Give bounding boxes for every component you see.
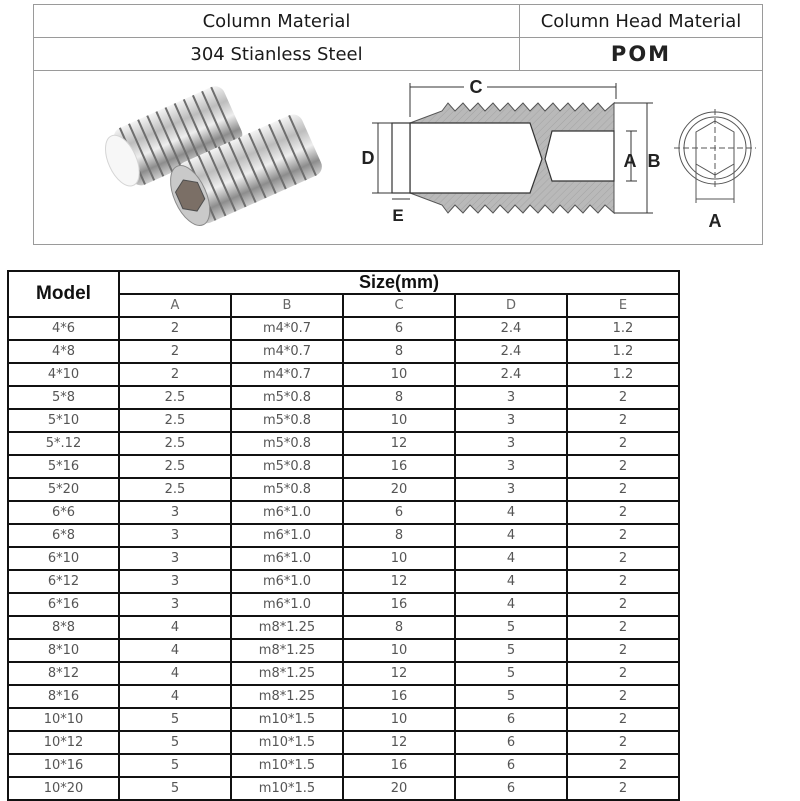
cell-model: 8*10 bbox=[8, 639, 119, 662]
cell-d: 3 bbox=[455, 478, 567, 501]
cell-a: 2.5 bbox=[119, 455, 231, 478]
cell-b: m6*1.0 bbox=[231, 547, 343, 570]
cell-model: 10*20 bbox=[8, 777, 119, 800]
cell-a: 4 bbox=[119, 639, 231, 662]
cell-d: 5 bbox=[455, 639, 567, 662]
table-row bbox=[8, 409, 679, 432]
cell-b: m6*1.0 bbox=[231, 570, 343, 593]
cell-model: 5*8 bbox=[8, 386, 119, 409]
cell-d: 5 bbox=[455, 685, 567, 708]
cell-e: 2 bbox=[567, 639, 679, 662]
cell-e: 2 bbox=[567, 501, 679, 524]
cell-a: 3 bbox=[119, 524, 231, 547]
cell-c: 10 bbox=[343, 708, 455, 731]
size-table bbox=[7, 270, 680, 801]
cell-c: 10 bbox=[343, 547, 455, 570]
column-material-label: Column Material bbox=[34, 5, 520, 37]
cell-e: 2 bbox=[567, 409, 679, 432]
label-a: A bbox=[623, 151, 637, 171]
cell-a: 2 bbox=[119, 317, 231, 340]
cell-c: 10 bbox=[343, 639, 455, 662]
cell-model: 6*6 bbox=[8, 501, 119, 524]
cell-b: m10*1.5 bbox=[231, 708, 343, 731]
cell-c: 16 bbox=[343, 685, 455, 708]
column-header-c: C bbox=[343, 294, 455, 317]
cell-e: 2 bbox=[567, 478, 679, 501]
cell-d: 6 bbox=[455, 777, 567, 800]
table-row bbox=[8, 777, 679, 800]
cell-d: 4 bbox=[455, 524, 567, 547]
cell-a: 2 bbox=[119, 363, 231, 386]
cell-a: 2.5 bbox=[119, 409, 231, 432]
cell-d: 4 bbox=[455, 547, 567, 570]
cell-model: 8*16 bbox=[8, 685, 119, 708]
column-header-b: B bbox=[231, 294, 343, 317]
cell-a: 4 bbox=[119, 662, 231, 685]
cell-a: 3 bbox=[119, 501, 231, 524]
cell-c: 10 bbox=[343, 363, 455, 386]
cell-model: 8*12 bbox=[8, 662, 119, 685]
cell-c: 16 bbox=[343, 754, 455, 777]
cell-d: 5 bbox=[455, 616, 567, 639]
table-row bbox=[8, 754, 679, 777]
size-header: Size(mm) bbox=[119, 271, 679, 294]
label-c: C bbox=[469, 77, 483, 97]
cell-b: m8*1.25 bbox=[231, 616, 343, 639]
material-panel bbox=[33, 4, 763, 245]
cell-model: 6*8 bbox=[8, 524, 119, 547]
cell-a: 4 bbox=[119, 616, 231, 639]
cell-e: 2 bbox=[567, 524, 679, 547]
cell-b: m10*1.5 bbox=[231, 777, 343, 800]
cell-model: 10*10 bbox=[8, 708, 119, 731]
cell-d: 3 bbox=[455, 432, 567, 455]
cell-c: 16 bbox=[343, 455, 455, 478]
table-row bbox=[8, 340, 679, 363]
table-row bbox=[8, 662, 679, 685]
cell-e: 2 bbox=[567, 708, 679, 731]
cell-a: 5 bbox=[119, 777, 231, 800]
cell-c: 16 bbox=[343, 593, 455, 616]
cell-model: 4*10 bbox=[8, 363, 119, 386]
table-row bbox=[8, 478, 679, 501]
product-photo bbox=[34, 71, 354, 244]
label-b: B bbox=[647, 151, 661, 171]
table-row bbox=[8, 501, 679, 524]
cell-model: 6*12 bbox=[8, 570, 119, 593]
cell-c: 12 bbox=[343, 432, 455, 455]
cell-model: 6*10 bbox=[8, 547, 119, 570]
cell-a: 2 bbox=[119, 340, 231, 363]
cell-c: 10 bbox=[343, 409, 455, 432]
column-header-d: D bbox=[455, 294, 567, 317]
cell-b: m4*0.7 bbox=[231, 317, 343, 340]
cell-e: 2 bbox=[567, 754, 679, 777]
cell-model: 4*8 bbox=[8, 340, 119, 363]
cell-c: 12 bbox=[343, 570, 455, 593]
cell-d: 6 bbox=[455, 708, 567, 731]
cell-b: m5*0.8 bbox=[231, 409, 343, 432]
cell-e: 2 bbox=[567, 731, 679, 754]
cell-a: 3 bbox=[119, 570, 231, 593]
cell-b: m4*0.7 bbox=[231, 340, 343, 363]
cell-model: 5*16 bbox=[8, 455, 119, 478]
cell-d: 5 bbox=[455, 662, 567, 685]
cell-a: 5 bbox=[119, 708, 231, 731]
table-row bbox=[8, 593, 679, 616]
cell-b: m8*1.25 bbox=[231, 639, 343, 662]
table-row bbox=[8, 708, 679, 731]
cell-c: 12 bbox=[343, 662, 455, 685]
cell-a: 5 bbox=[119, 731, 231, 754]
table-row bbox=[8, 386, 679, 409]
dimension-d bbox=[372, 123, 392, 193]
cell-c: 8 bbox=[343, 340, 455, 363]
cell-c: 8 bbox=[343, 386, 455, 409]
label-e: E bbox=[392, 206, 404, 225]
cell-e: 2 bbox=[567, 685, 679, 708]
table-row bbox=[8, 524, 679, 547]
cell-b: m6*1.0 bbox=[231, 593, 343, 616]
cell-a: 3 bbox=[119, 593, 231, 616]
cell-e: 2 bbox=[567, 616, 679, 639]
cell-c: 6 bbox=[343, 501, 455, 524]
cell-e: 1.2 bbox=[567, 340, 679, 363]
cell-b: m5*0.8 bbox=[231, 478, 343, 501]
cell-e: 2 bbox=[567, 570, 679, 593]
column-head-material-label: Column Head Material bbox=[540, 10, 742, 32]
cell-a: 5 bbox=[119, 754, 231, 777]
cell-model: 5*10 bbox=[8, 409, 119, 432]
cell-model: 6*16 bbox=[8, 593, 119, 616]
cell-a: 2.5 bbox=[119, 478, 231, 501]
model-header: Model bbox=[8, 271, 119, 317]
table-row bbox=[8, 570, 679, 593]
cell-b: m5*0.8 bbox=[231, 455, 343, 478]
table-row bbox=[8, 731, 679, 754]
cell-e: 1.2 bbox=[567, 363, 679, 386]
cell-d: 4 bbox=[455, 501, 567, 524]
cell-model: 5*20 bbox=[8, 478, 119, 501]
cell-b: m5*0.8 bbox=[231, 432, 343, 455]
cell-c: 8 bbox=[343, 524, 455, 547]
cell-c: 20 bbox=[343, 777, 455, 800]
cell-e: 2 bbox=[567, 547, 679, 570]
table-row bbox=[8, 685, 679, 708]
column-header-e: E bbox=[567, 294, 679, 317]
table-row bbox=[8, 639, 679, 662]
cell-model: 5*.12 bbox=[8, 432, 119, 455]
cell-b: m6*1.0 bbox=[231, 524, 343, 547]
table-row bbox=[8, 432, 679, 455]
cell-c: 20 bbox=[343, 478, 455, 501]
cell-d: 4 bbox=[455, 570, 567, 593]
cell-e: 2 bbox=[567, 432, 679, 455]
cell-d: 3 bbox=[455, 455, 567, 478]
cell-d: 2.4 bbox=[455, 340, 567, 363]
material-header-row bbox=[34, 5, 762, 38]
label-d: D bbox=[361, 148, 375, 168]
cell-a: 4 bbox=[119, 685, 231, 708]
cell-d: 3 bbox=[455, 409, 567, 432]
cell-b: m5*0.8 bbox=[231, 386, 343, 409]
cell-a: 3 bbox=[119, 547, 231, 570]
table-row bbox=[8, 317, 679, 340]
cell-model: 8*8 bbox=[8, 616, 119, 639]
table-row bbox=[8, 363, 679, 386]
size-table-body bbox=[8, 317, 679, 800]
cell-d: 2.4 bbox=[455, 363, 567, 386]
material-value-row bbox=[34, 38, 762, 71]
cell-b: m4*0.7 bbox=[231, 363, 343, 386]
cell-d: 6 bbox=[455, 754, 567, 777]
column-header-a: A bbox=[119, 294, 231, 317]
cell-e: 2 bbox=[567, 593, 679, 616]
column-material-value: 304 Stianless Steel bbox=[34, 38, 520, 70]
cell-c: 8 bbox=[343, 616, 455, 639]
cell-b: m10*1.5 bbox=[231, 731, 343, 754]
end-view bbox=[674, 109, 756, 203]
cell-d: 2.4 bbox=[455, 317, 567, 340]
product-image-row bbox=[34, 71, 762, 244]
cell-d: 3 bbox=[455, 386, 567, 409]
table-row bbox=[8, 455, 679, 478]
cell-e: 1.2 bbox=[567, 317, 679, 340]
column-head-material-value: POM bbox=[610, 42, 672, 66]
cell-c: 12 bbox=[343, 731, 455, 754]
label-a-end-view: A bbox=[708, 211, 722, 231]
cell-a: 2.5 bbox=[119, 386, 231, 409]
size-header-row bbox=[8, 271, 679, 294]
cell-e: 2 bbox=[567, 662, 679, 685]
cell-e: 2 bbox=[567, 777, 679, 800]
cell-model: 10*16 bbox=[8, 754, 119, 777]
cell-b: m8*1.25 bbox=[231, 662, 343, 685]
cell-a: 2.5 bbox=[119, 432, 231, 455]
table-row bbox=[8, 547, 679, 570]
cell-b: m8*1.25 bbox=[231, 685, 343, 708]
table-row bbox=[8, 616, 679, 639]
cell-model: 4*6 bbox=[8, 317, 119, 340]
cell-c: 6 bbox=[343, 317, 455, 340]
cell-b: m6*1.0 bbox=[231, 501, 343, 524]
cell-d: 4 bbox=[455, 593, 567, 616]
cell-model: 10*12 bbox=[8, 731, 119, 754]
cell-d: 6 bbox=[455, 731, 567, 754]
cell-e: 2 bbox=[567, 386, 679, 409]
cell-b: m10*1.5 bbox=[231, 754, 343, 777]
technical-drawing bbox=[352, 71, 762, 244]
cell-e: 2 bbox=[567, 455, 679, 478]
